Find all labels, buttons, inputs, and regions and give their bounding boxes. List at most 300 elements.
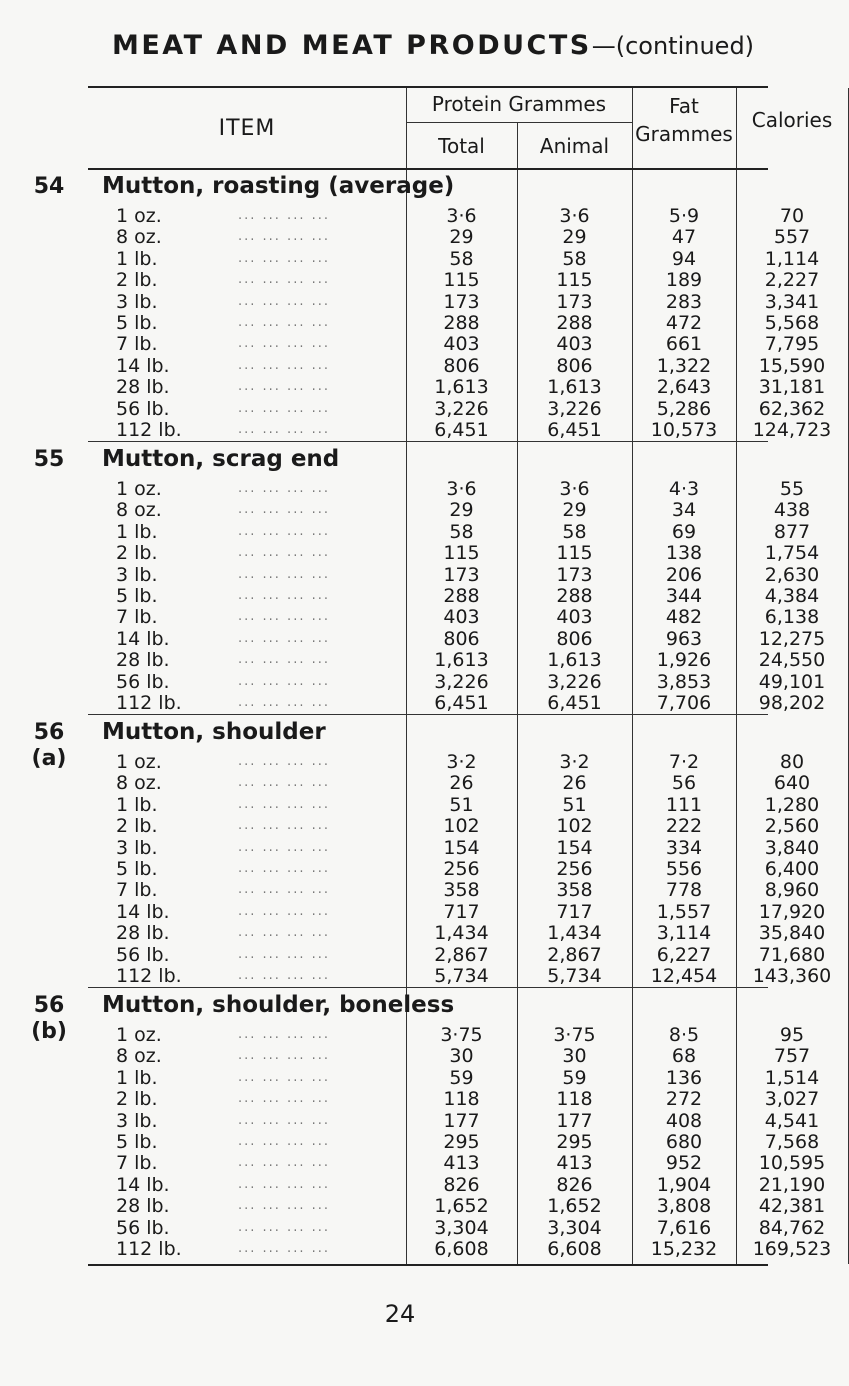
leader-dots: ... ... ... ... (238, 1198, 330, 1214)
protein-animal-cell: 413 (556, 1152, 593, 1175)
leader-dots: ... ... ... ... (238, 1219, 330, 1235)
fat-cell: 778 (665, 879, 703, 902)
leader-dots: ... ... ... ... (238, 250, 330, 266)
quantity-cell: 2 lb. (116, 815, 158, 838)
calories-cell: 2,560 (764, 815, 820, 838)
protein-animal-cell: 3·2 (559, 751, 590, 773)
protein-total-cell: 177 (443, 1109, 480, 1132)
protein-animal-cell: 154 (556, 836, 593, 859)
protein-animal-cell: 3·6 (559, 478, 590, 500)
table-row (88, 1044, 848, 1068)
fat-cell: 344 (665, 585, 703, 607)
calories-cell: 3,027 (764, 1088, 820, 1111)
protein-total-cell: 51 (449, 793, 474, 816)
protein-total-cell: 6,451 (434, 692, 489, 714)
protein-total-cell: 1,434 (434, 922, 489, 945)
protein-total-cell: 3,304 (434, 1216, 489, 1239)
leader-dots: ... ... ... ... (238, 315, 330, 330)
protein-animal-cell: 6,451 (547, 692, 602, 714)
table-row (88, 814, 848, 838)
protein-animal-cell: 58 (562, 520, 587, 543)
table-row (88, 878, 848, 902)
calories-cell: 70 (779, 205, 805, 227)
fat-cell: 7·2 (668, 751, 700, 773)
quantity-cell: 7 lb. (116, 879, 158, 902)
section-title: Mutton, shoulder, boneless (102, 992, 455, 1018)
fat-cell: 6,227 (656, 943, 712, 966)
calories-cell: 1,280 (764, 793, 820, 816)
quantity-cell: 8 oz. (116, 1045, 162, 1068)
calories-cell: 438 (773, 499, 811, 522)
protein-animal-cell: 358 (556, 879, 593, 902)
calories-cell: 10,595 (758, 1152, 826, 1175)
table-row (88, 921, 848, 945)
leader-dots: ... ... ... ... (238, 652, 330, 668)
table-row (88, 584, 848, 608)
calories-cell: 84,762 (758, 1216, 826, 1239)
quantity-cell: 1 oz. (116, 478, 162, 500)
protein-animal-cell: 115 (556, 542, 593, 565)
protein-total-cell: 118 (443, 1088, 480, 1111)
protein-total-cell: 358 (443, 879, 480, 902)
fat-cell: 661 (665, 333, 703, 356)
leader-dots: ... ... ... ... (238, 481, 330, 496)
protein-animal-cell: 29 (562, 226, 587, 249)
fat-cell: 963 (665, 627, 703, 650)
protein-total-cell: 806 (443, 354, 480, 377)
calories-cell: 62,362 (758, 397, 826, 420)
protein-total-cell: 403 (443, 606, 480, 629)
leader-dots: ... ... ... ... (238, 1112, 330, 1128)
table-row (88, 477, 848, 501)
protein-animal-cell: 115 (556, 269, 593, 292)
table-row (88, 857, 848, 881)
leader-dots: ... ... ... ... (238, 293, 330, 309)
fat-cell: 68 (671, 1045, 697, 1068)
quantity-cell: 5 lb. (116, 1131, 158, 1153)
leader-dots: ... ... ... ... (238, 925, 330, 941)
quantity-cell: 1 oz. (116, 751, 162, 773)
table-row (88, 836, 848, 860)
calories-cell: 95 (779, 1024, 805, 1046)
protein-total-cell: 173 (443, 563, 480, 586)
table-row (88, 964, 848, 988)
leader-dots: ... ... ... ... (238, 775, 330, 791)
fat-cell: 15,232 (650, 1238, 718, 1260)
leader-dots: ... ... ... ... (238, 1048, 330, 1064)
calories-cell: 7,795 (764, 333, 820, 356)
section-title: Mutton, shoulder (102, 719, 326, 745)
quantity-cell: 28 lb. (116, 376, 170, 399)
table-row (88, 1194, 848, 1218)
protein-animal-cell: 1,652 (547, 1195, 602, 1218)
table-row (88, 1173, 848, 1197)
fat-cell: 138 (665, 542, 703, 565)
protein-total-cell: 26 (449, 772, 474, 795)
protein-total-cell: 806 (443, 627, 480, 650)
leader-dots: ... ... ... ... (238, 1027, 330, 1042)
leader-dots: ... ... ... ... (238, 336, 330, 352)
fat-cell: 952 (665, 1152, 703, 1175)
protein-total-cell: 173 (443, 290, 480, 313)
quantity-cell: 1 lb. (116, 520, 158, 543)
header-protein: Protein Grammes (431, 92, 607, 116)
section-divider (88, 987, 768, 988)
table-row (88, 943, 848, 967)
header-animal: Animal (539, 134, 610, 158)
leader-dots: ... ... ... ... (238, 1091, 330, 1107)
protein-total-cell: 1,652 (434, 1195, 489, 1218)
header-protein-rule (406, 122, 632, 123)
protein-animal-cell: 295 (556, 1131, 593, 1153)
table-row (88, 354, 848, 378)
leader-dots: ... ... ... ... (238, 796, 330, 812)
section-number (24, 174, 74, 200)
protein-animal-cell: 5,734 (547, 965, 602, 987)
leader-dots: ... ... ... ... (238, 1155, 330, 1171)
protein-animal-cell: 826 (556, 1173, 593, 1196)
protein-total-cell: 102 (443, 815, 480, 838)
calories-cell: 4,384 (764, 585, 820, 607)
table-row (88, 247, 848, 271)
quantity-cell: 1 lb. (116, 247, 158, 270)
protein-total-cell: 288 (443, 585, 480, 607)
protein-animal-cell: 30 (562, 1045, 587, 1068)
protein-animal-cell: 118 (556, 1088, 593, 1111)
header-rule (88, 168, 768, 170)
leader-dots: ... ... ... ... (238, 754, 330, 769)
quantity-cell: 2 lb. (116, 269, 158, 292)
table-row (88, 397, 848, 421)
quantity-cell: 56 lb. (116, 1216, 170, 1239)
calories-cell: 3,341 (764, 290, 820, 313)
leader-dots: ... ... ... ... (238, 545, 330, 561)
protein-animal-cell: 3·75 (553, 1024, 596, 1046)
protein-animal-cell: 173 (556, 290, 593, 313)
fat-cell: 1,322 (656, 354, 712, 377)
fat-cell: 556 (665, 858, 703, 880)
leader-dots: ... ... ... ... (238, 609, 330, 625)
calories-cell: 98,202 (758, 692, 826, 714)
leader-dots: ... ... ... ... (238, 1241, 330, 1256)
quantity-cell: 5 lb. (116, 858, 158, 880)
protein-total-cell: 717 (443, 900, 480, 923)
section-number-main: 56 (33, 993, 65, 1018)
protein-total-cell: 115 (443, 542, 480, 565)
header-item: ITEM (218, 115, 276, 141)
leader-dots: ... ... ... ... (238, 229, 330, 245)
leader-dots: ... ... ... ... (238, 379, 330, 395)
section-number-main: 54 (33, 174, 65, 199)
protein-animal-cell: 6,608 (547, 1238, 602, 1260)
quantity-cell: 112 lb. (116, 692, 182, 714)
protein-animal-cell: 806 (556, 627, 593, 650)
calories-cell: 1,754 (764, 542, 820, 565)
table-row (88, 1066, 848, 1090)
protein-total-cell: 2,867 (434, 943, 489, 966)
table-row (88, 793, 848, 817)
protein-total-cell: 3·2 (446, 751, 477, 773)
protein-total-cell: 30 (449, 1045, 474, 1068)
quantity-cell: 3 lb. (116, 290, 158, 313)
leader-dots: ... ... ... ... (238, 566, 330, 582)
section-title: Mutton, scrag end (102, 446, 340, 472)
protein-animal-cell: 1,434 (547, 922, 602, 945)
header-fat: Fat Grammes (635, 94, 733, 146)
quantity-cell: 112 lb. (116, 1238, 182, 1260)
table-row (88, 204, 848, 228)
calories-cell: 35,840 (758, 922, 826, 945)
header-calories: Calories (751, 108, 833, 132)
protein-animal-cell: 288 (556, 312, 593, 334)
table-row (88, 1087, 848, 1111)
leader-dots: ... ... ... ... (238, 523, 330, 539)
protein-animal-cell: 403 (556, 606, 593, 629)
calories-cell: 124,723 (752, 419, 832, 441)
protein-total-cell: 295 (443, 1131, 480, 1153)
table-row (88, 691, 848, 715)
fat-cell: 56 (671, 772, 697, 795)
protein-total-cell: 154 (443, 836, 480, 859)
quantity-cell: 56 lb. (116, 943, 170, 966)
protein-total-cell: 5,734 (434, 965, 489, 987)
protein-total-cell: 413 (443, 1152, 480, 1175)
quantity-cell: 2 lb. (116, 1088, 158, 1111)
leader-dots: ... ... ... ... (238, 588, 330, 603)
calories-cell: 6,138 (764, 606, 820, 629)
protein-total-cell: 6,608 (434, 1238, 489, 1260)
fat-cell: 482 (665, 606, 703, 629)
quantity-cell: 112 lb. (116, 419, 182, 441)
fat-cell: 3,114 (656, 922, 712, 945)
protein-animal-cell: 3,226 (547, 670, 602, 693)
header-total: Total (438, 134, 485, 158)
section-number-sub: (b) (31, 1019, 67, 1044)
calories-cell: 55 (779, 478, 805, 500)
fat-cell: 272 (665, 1088, 703, 1111)
quantity-cell: 8 oz. (116, 226, 162, 249)
page-title-main: MEAT AND MEAT PRODUCTS (112, 30, 592, 61)
calories-cell: 2,227 (764, 269, 820, 292)
leader-dots: ... ... ... ... (238, 903, 330, 919)
protein-total-cell: 1,613 (434, 649, 489, 672)
calories-cell: 757 (773, 1045, 811, 1068)
table-row (88, 268, 848, 292)
protein-total-cell: 29 (449, 499, 474, 522)
leader-dots: ... ... ... ... (238, 673, 330, 689)
table-row (88, 498, 848, 522)
protein-total-cell: 3·75 (440, 1024, 483, 1046)
quantity-cell: 1 lb. (116, 793, 158, 816)
calories-cell: 640 (773, 772, 811, 795)
leader-dots: ... ... ... ... (238, 968, 330, 983)
protein-total-cell: 3,226 (434, 670, 489, 693)
page-number: 24 (384, 1300, 416, 1328)
table-row (88, 750, 848, 774)
quantity-cell: 1 lb. (116, 1066, 158, 1089)
protein-animal-cell: 717 (556, 900, 593, 923)
calories-cell: 5,568 (764, 312, 820, 334)
protein-total-cell: 59 (449, 1066, 474, 1089)
section-number (24, 720, 74, 772)
leader-dots: ... ... ... ... (238, 630, 330, 646)
quantity-cell: 28 lb. (116, 1195, 170, 1218)
fat-cell: 5·9 (668, 205, 700, 227)
quantity-cell: 56 lb. (116, 397, 170, 420)
table-row (88, 311, 848, 335)
protein-animal-cell: 288 (556, 585, 593, 607)
table-row (88, 605, 848, 629)
table-row (88, 1151, 848, 1175)
section-number-main: 55 (33, 447, 65, 472)
fat-cell: 189 (665, 269, 703, 292)
calories-cell: 15,590 (758, 354, 826, 377)
leader-dots: ... ... ... ... (238, 861, 330, 876)
quantity-cell: 5 lb. (116, 312, 158, 334)
fat-cell: 408 (665, 1109, 703, 1132)
fat-cell: 2,643 (656, 376, 712, 399)
protein-animal-cell: 2,867 (547, 943, 602, 966)
protein-animal-cell: 29 (562, 499, 587, 522)
section-title: Mutton, roasting (average) (102, 173, 455, 199)
table-row (88, 670, 848, 694)
page-title (112, 30, 754, 61)
fat-cell: 472 (665, 312, 703, 334)
fat-cell: 12,454 (650, 965, 718, 987)
quantity-cell: 7 lb. (116, 606, 158, 629)
leader-dots: ... ... ... ... (238, 208, 330, 223)
calories-cell: 80 (779, 751, 805, 773)
quantity-cell: 7 lb. (116, 1152, 158, 1175)
table-row (88, 648, 848, 672)
protein-animal-cell: 26 (562, 772, 587, 795)
fat-cell: 1,926 (656, 649, 712, 672)
table-row (88, 520, 848, 544)
calories-cell: 17,920 (758, 900, 826, 923)
calories-cell: 21,190 (758, 1173, 826, 1196)
protein-total-cell: 256 (443, 858, 480, 880)
calories-cell: 4,541 (764, 1109, 820, 1132)
leader-dots: ... ... ... ... (238, 1069, 330, 1085)
protein-animal-cell: 102 (556, 815, 593, 838)
table-row (88, 332, 848, 356)
protein-total-cell: 115 (443, 269, 480, 292)
fat-cell: 94 (671, 247, 697, 270)
leader-dots: ... ... ... ... (238, 946, 330, 962)
table-row (88, 375, 848, 399)
calories-cell: 49,101 (758, 670, 826, 693)
leader-dots: ... ... ... ... (238, 818, 330, 834)
table-row (88, 900, 848, 924)
calories-cell: 42,381 (758, 1195, 826, 1218)
protein-total-cell: 3,226 (434, 397, 489, 420)
fat-cell: 222 (665, 815, 703, 838)
protein-animal-cell: 173 (556, 563, 593, 586)
quantity-cell: 56 lb. (116, 670, 170, 693)
protein-total-cell: 29 (449, 226, 474, 249)
quantity-cell: 3 lb. (116, 836, 158, 859)
quantity-cell: 28 lb. (116, 922, 170, 945)
protein-total-cell: 1,613 (434, 376, 489, 399)
fat-cell: 334 (665, 836, 703, 859)
fat-cell: 4·3 (668, 478, 700, 500)
protein-animal-cell: 3·6 (559, 205, 590, 227)
table-row (88, 290, 848, 314)
quantity-cell: 1 oz. (116, 205, 162, 227)
protein-total-cell: 6,451 (434, 419, 489, 441)
protein-total-cell: 58 (449, 247, 474, 270)
leader-dots: ... ... ... ... (238, 1176, 330, 1192)
protein-total-cell: 826 (443, 1173, 480, 1196)
quantity-cell: 1 oz. (116, 1024, 162, 1046)
fat-cell: 1,904 (656, 1173, 712, 1196)
leader-dots: ... ... ... ... (238, 400, 330, 416)
table-row (88, 563, 848, 587)
leader-dots: ... ... ... ... (238, 839, 330, 855)
quantity-cell: 14 lb. (116, 354, 170, 377)
quantity-cell: 7 lb. (116, 333, 158, 356)
calories-cell: 7,568 (764, 1131, 820, 1153)
fat-cell: 136 (665, 1066, 703, 1089)
protein-animal-cell: 3,304 (547, 1216, 602, 1239)
protein-animal-cell: 59 (562, 1066, 587, 1089)
protein-animal-cell: 58 (562, 247, 587, 270)
section-number-sub: (a) (31, 746, 67, 771)
quantity-cell: 112 lb. (116, 965, 182, 987)
section-number (24, 993, 74, 1045)
leader-dots: ... ... ... ... (238, 272, 330, 288)
protein-animal-cell: 256 (556, 858, 593, 880)
calories-cell: 2,630 (764, 563, 820, 586)
protein-total-cell: 3·6 (446, 478, 477, 500)
calories-cell: 71,680 (758, 943, 826, 966)
protein-animal-cell: 1,613 (547, 376, 602, 399)
table-row (88, 1130, 848, 1154)
fat-cell: 3,853 (656, 670, 712, 693)
leader-dots: ... ... ... ... (238, 1134, 330, 1149)
calories-cell: 8,960 (764, 879, 820, 902)
protein-animal-cell: 806 (556, 354, 593, 377)
section-number (24, 447, 74, 473)
table-row (88, 1237, 848, 1261)
calories-cell: 143,360 (752, 965, 832, 987)
protein-animal-cell: 3,226 (547, 397, 602, 420)
quantity-cell: 14 lb. (116, 627, 170, 650)
table-row (88, 771, 848, 795)
quantity-cell: 28 lb. (116, 649, 170, 672)
table-row (88, 627, 848, 651)
calories-cell: 24,550 (758, 649, 826, 672)
quantity-cell: 8 oz. (116, 499, 162, 522)
table-row (88, 1023, 848, 1047)
calories-cell: 1,114 (764, 247, 820, 270)
leader-dots: ... ... ... ... (238, 502, 330, 518)
calories-cell: 6,400 (764, 858, 820, 880)
fat-cell: 680 (665, 1131, 703, 1153)
protein-animal-cell: 6,451 (547, 419, 602, 441)
quantity-cell: 5 lb. (116, 585, 158, 607)
quantity-cell: 2 lb. (116, 542, 158, 565)
fat-cell: 7,616 (656, 1216, 712, 1239)
leader-dots: ... ... ... ... (238, 422, 330, 437)
calories-cell: 12,275 (758, 627, 826, 650)
protein-total-cell: 58 (449, 520, 474, 543)
table-row (88, 418, 848, 442)
leader-dots: ... ... ... ... (238, 695, 330, 710)
quantity-cell: 3 lb. (116, 563, 158, 586)
fat-cell: 10,573 (650, 419, 718, 441)
fat-cell: 8·5 (668, 1024, 700, 1046)
